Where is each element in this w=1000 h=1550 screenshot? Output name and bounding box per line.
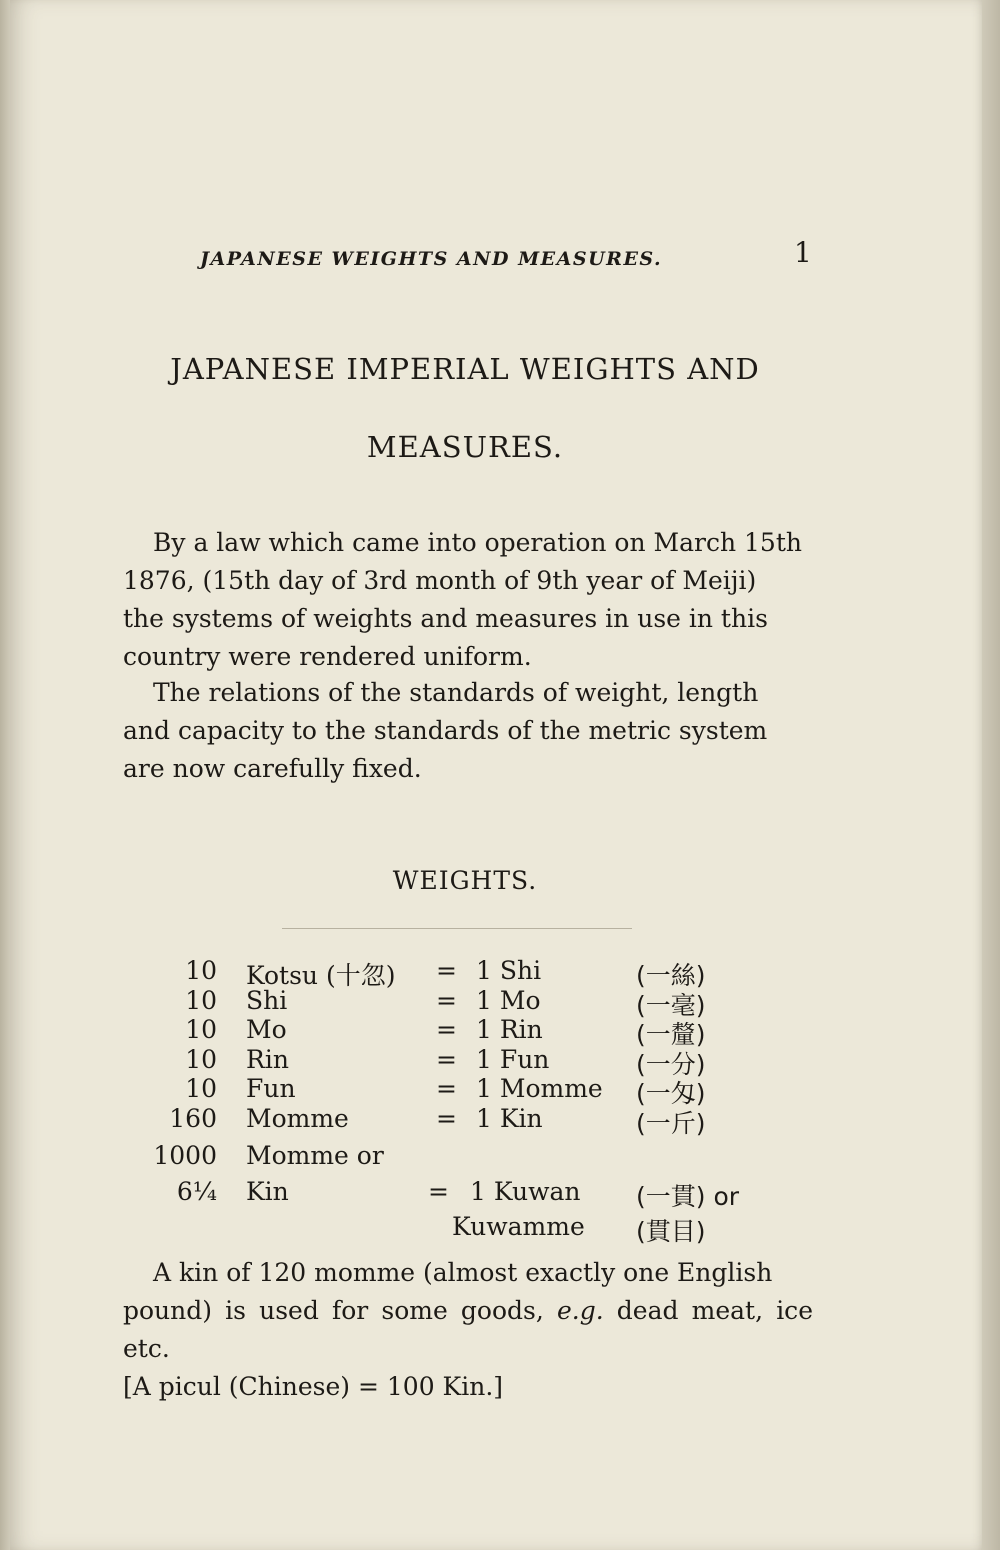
kanji: (一貫) or [636, 1182, 740, 1211]
unit: Mo [246, 1015, 287, 1044]
quantity: 10 [185, 1015, 217, 1044]
text-segment: pound) is used for some goods, [123, 1296, 557, 1325]
equals-sign: = [436, 1045, 457, 1074]
quantity: 10 [185, 956, 217, 985]
kanji: (一斤) [636, 1109, 706, 1138]
unit: Rin [246, 1045, 289, 1074]
page-title-line-1: JAPANESE IMPERIAL WEIGHTS AND [170, 352, 760, 386]
intro-paragraph-2 [123, 674, 813, 788]
italic-abbreviation: e.g. [556, 1296, 604, 1325]
unit: Kotsu (十忽) [246, 961, 396, 990]
equals-sign: = [436, 956, 457, 985]
equals-sign: = [436, 1074, 457, 1103]
equals-sign: = [436, 986, 457, 1015]
result: 1 Momme [476, 1074, 603, 1103]
quantity: 160 [169, 1104, 217, 1133]
kanji: (一絲) [636, 961, 706, 990]
unit: Fun [246, 1074, 296, 1103]
text-line: country were rendered uniform. [123, 642, 532, 671]
unit: Shi [246, 986, 288, 1015]
text-line: and capacity to the standards of the metric system [123, 716, 768, 745]
text-line: 1876, (15th day of 3rd month of 9th year of Meiji) [123, 566, 757, 595]
text-line: The relations of the standards of weight, length [153, 678, 759, 707]
text-line: By a law which came into operation on March 15th [153, 528, 802, 557]
page-edge [982, 0, 1000, 1550]
result: Kuwamme [452, 1212, 585, 1241]
text-line [123, 1292, 813, 1368]
result: 1 Kuwan [470, 1177, 581, 1206]
notes-paragraph [123, 1254, 813, 1406]
quantity: 10 [185, 986, 217, 1015]
kanji: (一毫) [636, 991, 706, 1020]
kanji: (貫目) [636, 1217, 706, 1246]
text-line: [A picul (Chinese) = 100 Kin.] [123, 1372, 504, 1401]
section-heading-weights: WEIGHTS. [392, 866, 538, 895]
page-title-line-2: MEASURES. [366, 430, 564, 464]
quantity: 1000 [153, 1141, 217, 1170]
running-title: JAPANESE WEIGHTS AND MEASURES. [200, 248, 663, 270]
result: 1 Kin [476, 1104, 543, 1133]
text-line: the systems of weights and measures in use in this [123, 604, 768, 633]
equals-sign: = [428, 1177, 449, 1206]
result: 1 Shi [476, 956, 542, 985]
result: 1 Rin [476, 1015, 543, 1044]
kanji: (一匁) [636, 1079, 706, 1108]
divider [282, 928, 632, 929]
kanji: (一釐) [636, 1020, 706, 1049]
unit: Kin [246, 1177, 289, 1206]
intro-paragraph-1 [123, 524, 813, 676]
quantity: 6¼ [176, 1177, 217, 1206]
text-segment: dead meat, ice etc. [123, 1296, 813, 1363]
result: 1 Mo [476, 986, 541, 1015]
quantity: 10 [185, 1074, 217, 1103]
unit: Momme or [246, 1141, 384, 1170]
kanji: (一分) [636, 1050, 706, 1079]
result: 1 Fun [476, 1045, 550, 1074]
text-line: are now carefully fixed. [123, 754, 422, 783]
equals-sign: = [436, 1104, 457, 1133]
unit: Momme [246, 1104, 349, 1133]
quantity: 10 [185, 1045, 217, 1074]
page-number: 1 [794, 236, 812, 269]
text-line: A kin of 120 momme (almost exactly one English [153, 1258, 773, 1287]
equals-sign: = [436, 1015, 457, 1044]
